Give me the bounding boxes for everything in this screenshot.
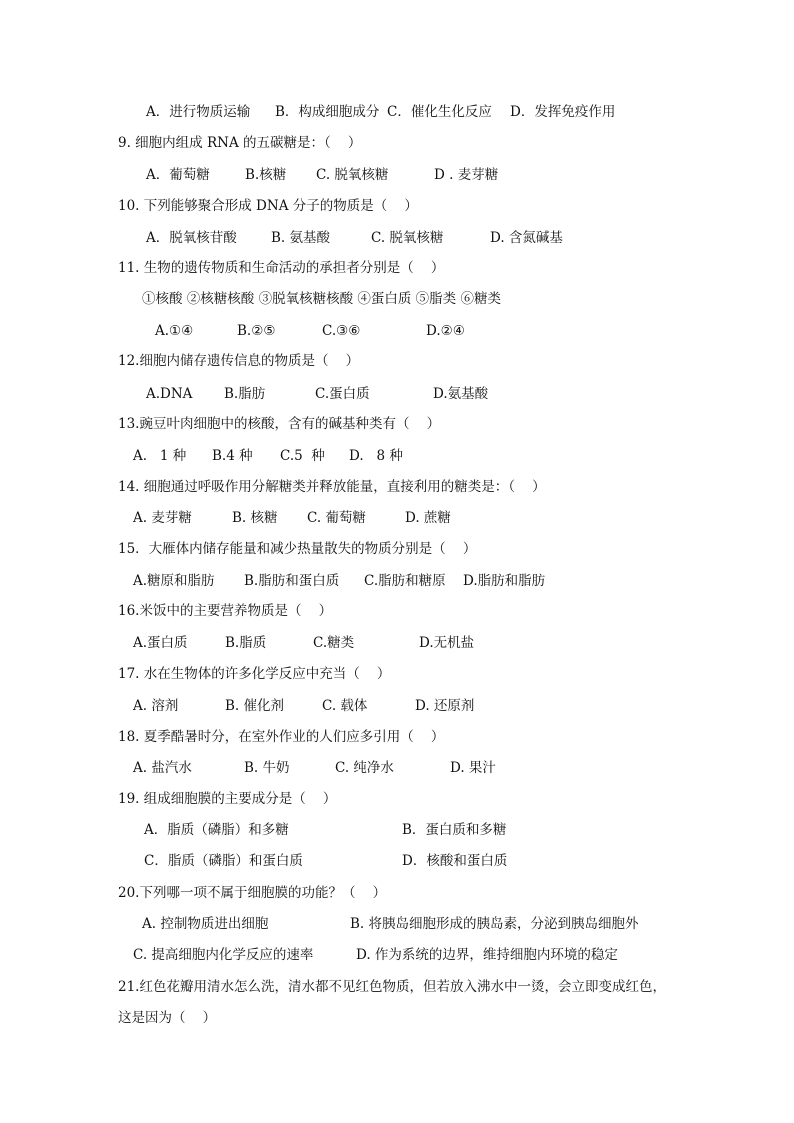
option-d: D. 8 种: [349, 448, 403, 464]
question-19-stem: 19. 组成细胞膜的主要成分是（ ）: [118, 791, 337, 807]
option-b: B．构成细胞成分: [275, 104, 380, 120]
option-b: B. 将胰岛细胞形成的胰岛素，分泌到胰岛细胞外: [350, 916, 639, 932]
option-d: D. 果汁: [450, 760, 496, 776]
question-17-stem: 17. 水在生物体的许多化学反应中充当（ ）: [118, 666, 391, 682]
option-b: B. 催化剂: [225, 698, 285, 714]
question-12-stem: 12.细胞内储存遗传信息的物质是（ ）: [118, 353, 360, 369]
option-d: D.氨基酸: [433, 386, 489, 402]
question-9-stem: 9. 细胞内组成 RNA 的五碳糖是：（ ）: [118, 135, 362, 151]
question-10-stem: 10. 下列能够聚合形成 DNA 分子的物质是（ ）: [118, 198, 418, 214]
option-a: A.蛋白质: [133, 635, 188, 651]
option-a: A．进行物质运输: [146, 104, 251, 120]
option-a: A. 1 种: [133, 448, 187, 464]
option-d: D.无机盐: [419, 635, 475, 651]
option-c: C.蛋白质: [315, 386, 370, 402]
question-18-stem: 18. 夏季酷暑时分，在室外作业的人们应多引用（ ）: [118, 729, 445, 745]
option-b: B.4 种: [212, 448, 253, 464]
question-14-stem: 14. 细胞通过呼吸作用分解糖类并释放能量，直接利用的糖类是：（ ）: [118, 479, 546, 495]
option-b: B.脂肪: [224, 386, 266, 402]
question-15-stem: 15．大雁体内储存能量和减少热量散失的物质分别是（ ）: [118, 541, 477, 557]
option-d: D.②④: [426, 323, 465, 339]
option-a: A.糖原和脂肪: [133, 573, 215, 589]
option-a: A．脂质（磷脂）和多糖: [144, 822, 289, 838]
option-c: C. 脱氧核糖: [371, 230, 444, 246]
option-c: C．催化生化反应: [387, 104, 492, 120]
option-d: D. 蔗糖: [405, 510, 451, 526]
option-c: C．脂质（磷脂）和蛋白质: [144, 853, 303, 869]
option-d: D. 还原剂: [415, 698, 475, 714]
option-b: B. 核糖: [232, 510, 278, 526]
option-b: B．蛋白质和多糖: [402, 822, 507, 838]
option-c: C.糖类: [313, 635, 355, 651]
question-11-items: ①核酸 ②核糖核酸 ③脱氧核糖核酸 ④蛋白质 ⑤脂类 ⑥糖类: [142, 291, 501, 307]
option-c: C.5 种: [280, 448, 325, 464]
option-c: C. 纯净水: [335, 760, 394, 776]
option-b: B.脂质: [225, 635, 267, 651]
option-a: A.DNA: [146, 386, 193, 402]
option-d: D . 麦芽糖: [434, 167, 499, 183]
option-a: A.①④: [155, 323, 194, 339]
option-b: B.②⑤: [237, 323, 276, 339]
option-d: D．核酸和蛋白质: [402, 853, 508, 869]
option-c: C.脂肪和糖原: [364, 573, 446, 589]
option-c: C. 脱氧核糖: [316, 167, 389, 183]
option-d: D．发挥免疫作用: [510, 104, 616, 120]
option-b: B.脂肪和蛋白质: [244, 573, 340, 589]
question-11-stem: 11. 生物的遗传物质和生命活动的承担者分别是（ ）: [118, 260, 445, 276]
option-a: A. 麦芽糖: [133, 510, 192, 526]
option-b: B. 氨基酸: [271, 230, 331, 246]
option-d: D. 作为系统的边界，维持细胞内环境的稳定: [356, 947, 618, 963]
option-c: C. 载体: [322, 698, 368, 714]
option-a: A. 溶剂: [133, 698, 179, 714]
question-13-stem: 13.豌豆叶肉细胞中的核酸，含有的碱基种类有（ ）: [118, 416, 441, 432]
question-21-stem-continued: 这是因为（ ）: [118, 1010, 217, 1026]
option-d: D.脂肪和脂肪: [463, 573, 546, 589]
option-a: A．脱氧核苷酸: [146, 230, 237, 246]
option-a: A. 控制物质进出细胞: [142, 916, 269, 932]
question-16-stem: 16.米饭中的主要营养物质是（ ）: [118, 603, 333, 619]
question-20-stem: 20.下列哪一项不属于细胞膜的功能？（ ）: [118, 885, 387, 901]
option-b: B. 牛奶: [244, 760, 290, 776]
option-a: A. 盐汽水: [133, 760, 192, 776]
option-a: A．葡萄糖: [146, 167, 210, 183]
option-b: B.核糖: [245, 167, 287, 183]
option-c: C. 提高细胞内化学反应的速率: [133, 947, 314, 963]
question-21-stem: 21.红色花瓣用清水怎么洗，清水都不见红色物质，但若放入沸水中一烫，会立即变成红色，: [118, 979, 666, 995]
option-c: C.③⑥: [322, 323, 361, 339]
option-c: C. 葡萄糖: [307, 510, 366, 526]
option-d: D. 含氮碱基: [490, 230, 563, 246]
